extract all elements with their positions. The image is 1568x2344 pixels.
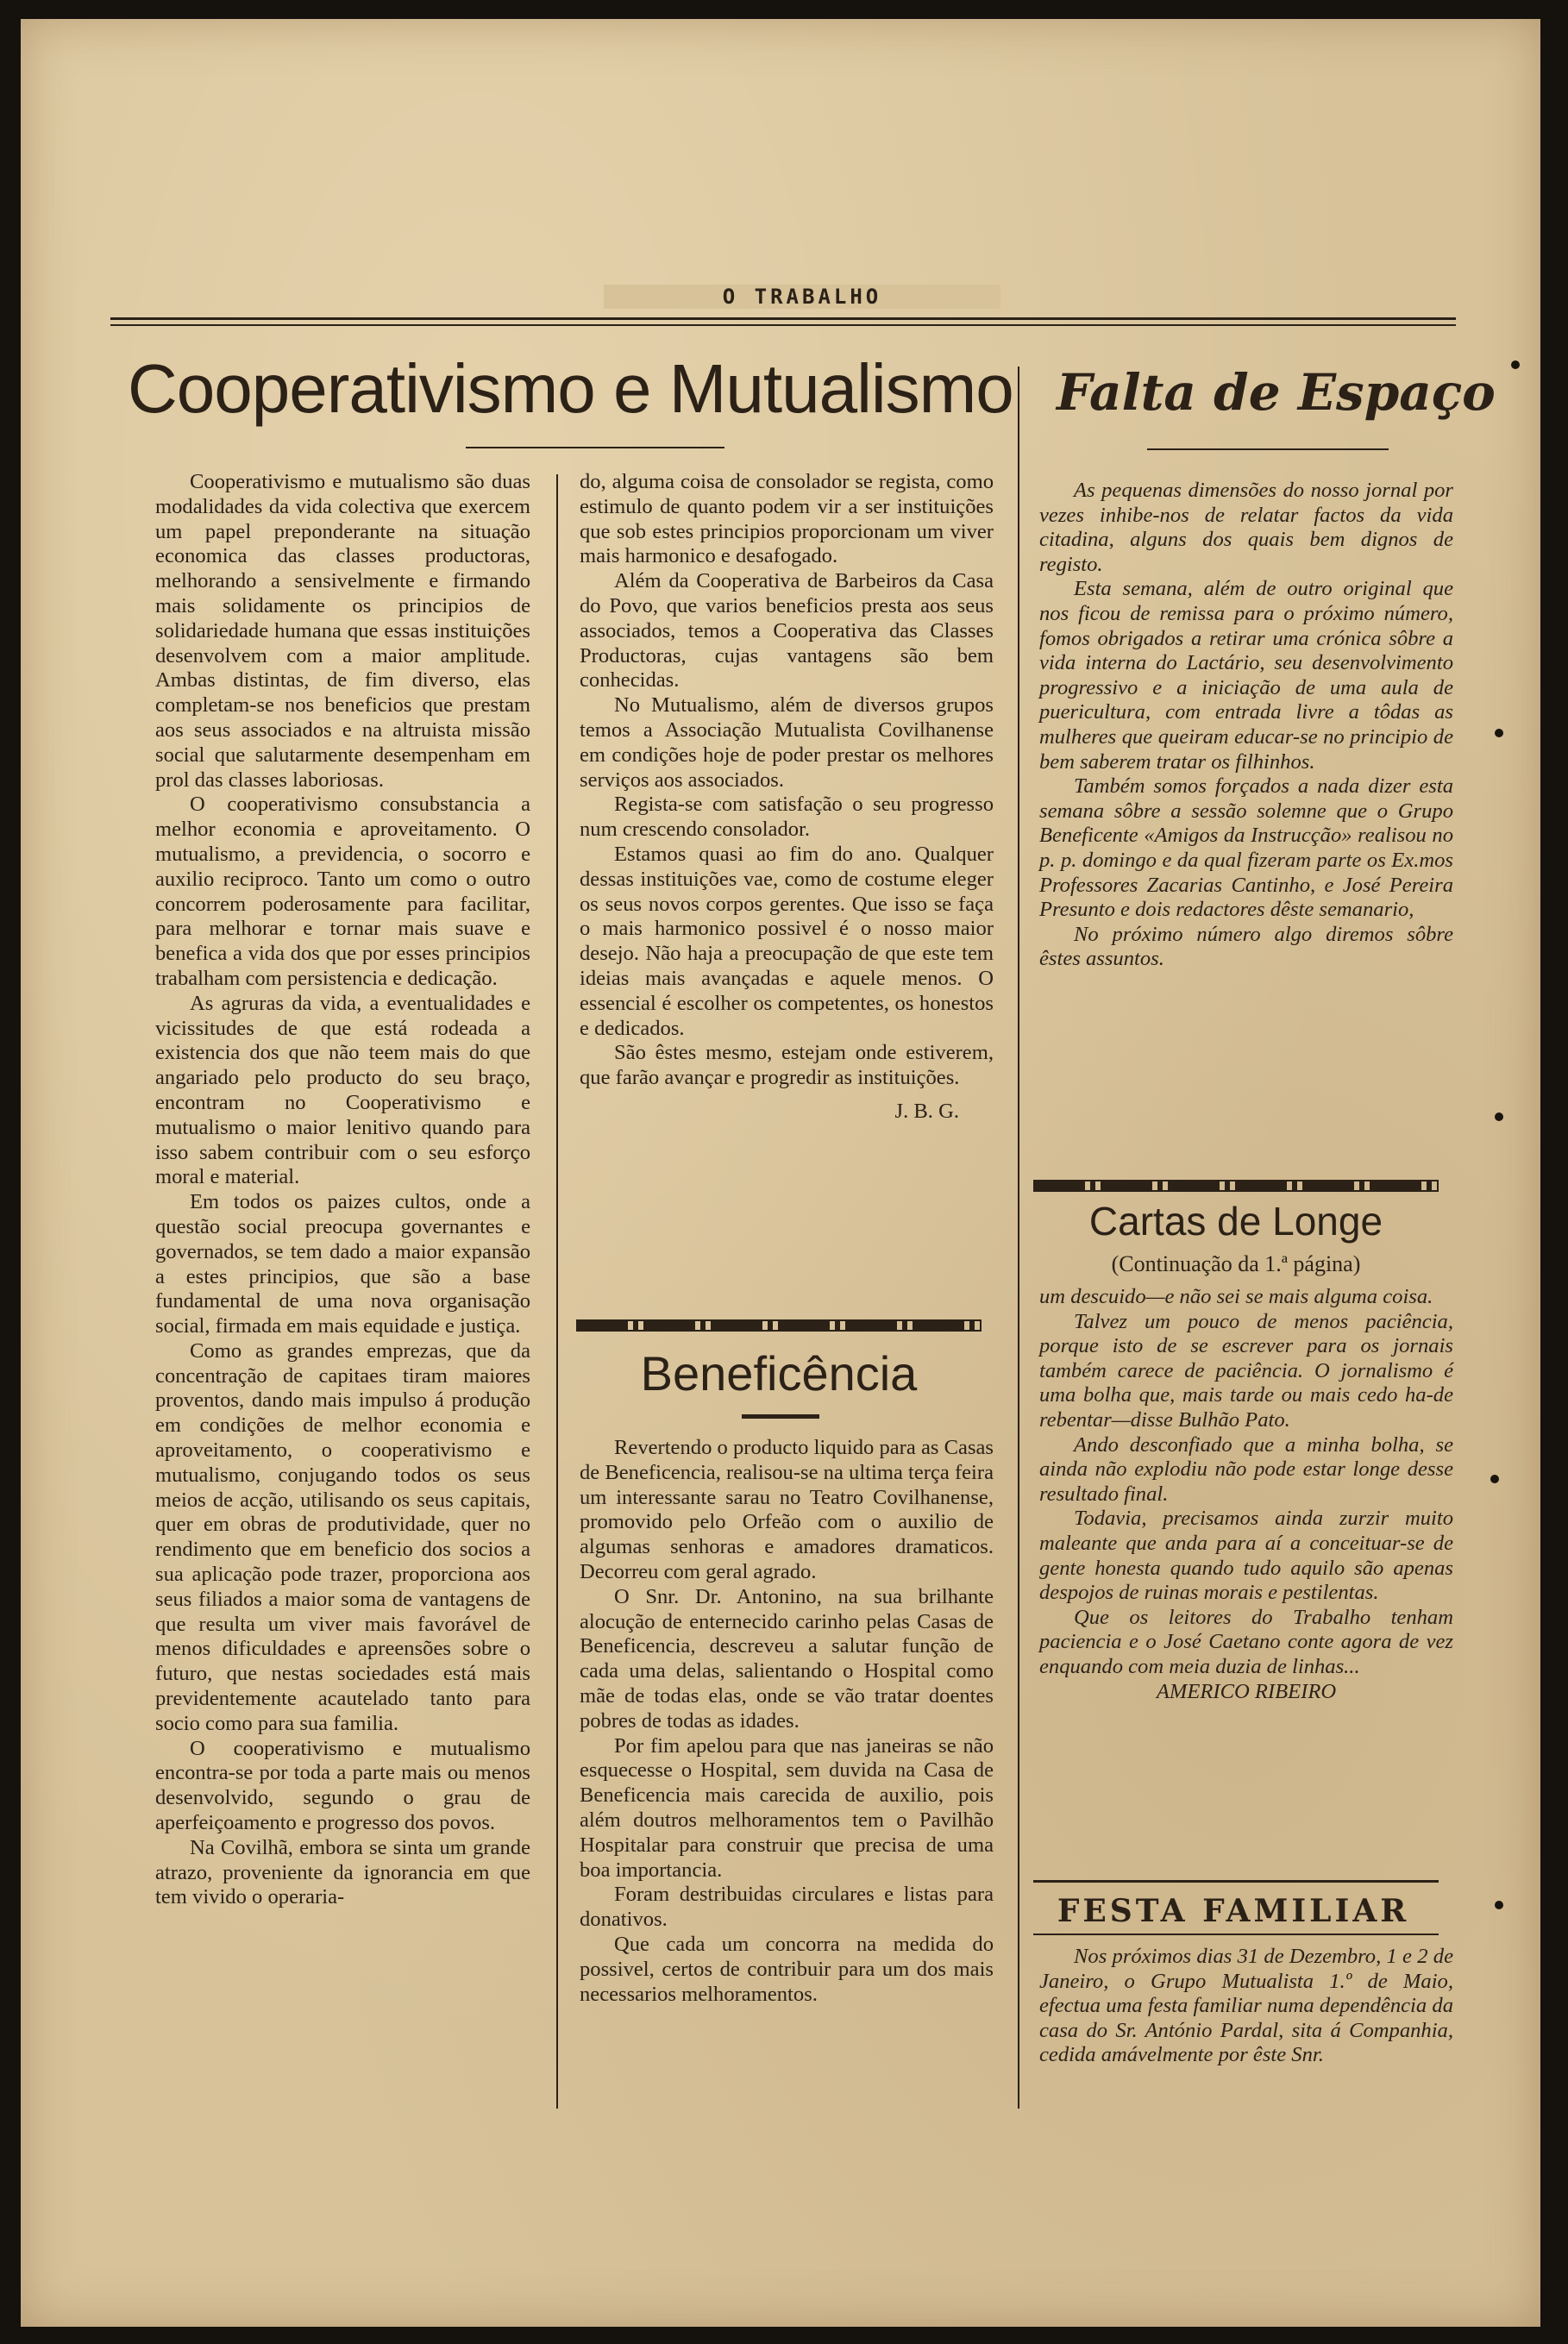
paragraph: Que os leitores do Trabalho tenham paciencia e o José Caetano conte agora de vez enquando com meia duzia de linhas... <box>1039 1605 1453 1678</box>
section-rule <box>1033 1933 1439 1935</box>
article-cooperativismo-col1 <box>155 470 530 1910</box>
masthead: O TRABALHO <box>604 285 1000 309</box>
article-title-cooperativismo: Cooperativismo e Mutualismo <box>128 350 1013 427</box>
ornament-divider <box>1033 1180 1439 1192</box>
paragraph: Estamos quasi ao fim do ano. Qualquer dessas instituições vae, como de costume eleger os seus novos corpos gerentes. Que isso se faça o mais harmonico possivel é o nosso maior desejo. Não haja a preocupação de que este tem ideias mais avançadas e aquele menos. O essencial é escolher os competentes, os honestos e dedicados. <box>580 842 994 1040</box>
punch-hole <box>1495 729 1503 737</box>
header-rule-top <box>110 317 1456 320</box>
article-beneficencia-body <box>580 1436 994 2007</box>
column-separator <box>556 474 558 2109</box>
paragraph: Que cada um concorra na medida do possivel, certos de contribuir para um dos mais necessarios melhoramentos. <box>580 1932 994 2006</box>
punch-hole <box>1490 1475 1499 1483</box>
article-signature: J. B. G. <box>894 1099 959 1123</box>
paragraph: Todavia, precisamos ainda zurzir muito maleante que anda para aí a conceituar-se de gente honesta quando tudo aquilo são apenas despojos de ruinas morais e pestilentas. <box>1039 1507 1453 1605</box>
article-title-falta-de-espaco: Falta de Espaço <box>1057 363 1496 422</box>
article-falta-de-espaco-body <box>1039 479 1453 972</box>
title-underline <box>1147 448 1389 450</box>
paragraph: do, alguma coisa de consolador se regista, como estimulo de quanto podem vir a ser instituições que sob estes principios proporcionam um viver mais harmonico e desafogado. <box>580 470 994 568</box>
article-signature: AMERICO RIBEIRO <box>1156 1679 1337 1703</box>
header-rule-bottom <box>110 324 1456 326</box>
paragraph: Regista-se com satisfação o seu progresso num crescendo consolador. <box>580 793 994 842</box>
paragraph: São êstes mesmo, estejam onde estiverem, que farão avançar e progredir as instituições. <box>580 1041 994 1090</box>
paragraph: Revertendo o producto liquido para as Casas de Beneficencia, realisou-se na ultima terça feira um interessante sarau no Teatro Covilhanense, promovido pelo Orfeão com o auxilio de algumas senhoras e amadores dramaticos. Decorreu com geral agrado. <box>580 1436 994 1583</box>
paragraph: Nos próximos dias 31 de Dezembro, 1 e 2 de Janeiro, o Grupo Mutualista 1.º de Maio, efectua uma festa familiar numa dependência da casa do Sr. António Pardal, sita á Companhia, cedida amávelmente por êste Snr. <box>1039 1945 1453 2067</box>
paragraph: O cooperativismo e mutualismo encontra-se por toda a parte mais ou menos desenvolvido, segundo o grau de aperfeiçoamento e progresso dos povos. <box>155 1736 530 1835</box>
paragraph: As agruras da vida, a eventualidades e vicissitudes de que está rodeada a existencia dos que não teem mais do que angariado pelo producto do seu braço, encontram no Cooperativismo e mutualismo o maior lenitivo quando para isso sabem contribuir com o seu esforço moral e material. <box>155 991 530 1189</box>
ornament-divider <box>576 1319 982 1332</box>
paragraph: As pequenas dimensões do nosso jornal por vezes inhibe-nos de relatar factos da vida citadina, alguns dos quais bem dignos de registo. <box>1039 479 1453 576</box>
section-rule <box>1033 1880 1439 1883</box>
article-subtitle: (Continuação da 1.ª página) <box>1111 1251 1361 1276</box>
paragraph: Ando desconfiado que a minha bolha, se ainda não explodiu não pode estar longe desse resultado final. <box>1039 1432 1453 1506</box>
paragraph: Esta semana, além de outro original que nos ficou de remissa para o próximo número, fomos obrigados a retirar uma crónica sôbre a vida interna do Lactário, seu desenvolvimento progressivo e a iniciação de uma aula de puericultura, com entrada livre a tôdas as mulheres que queiram educar-se no principio de bem saberem tratar os filhinhos. <box>1039 577 1453 774</box>
paragraph: No próximo número algo diremos sôbre êstes assuntos. <box>1039 922 1453 971</box>
paragraph: Talvez um pouco de menos paciência, porque isto de se escrever para os jornais também carece de paciência. O jornalismo é uma bolha que, mais tarde ou mais cedo ha-de rebentar—disse Bulhão Pato. <box>1039 1309 1453 1432</box>
punch-hole <box>1495 1112 1503 1121</box>
paragraph: No Mutualismo, além de diversos grupos temos a Associação Mutualista Covilhanense em condições hoje de poder prestar os melhores serviços aos associados. <box>580 693 994 792</box>
article-title-beneficencia: Beneficência <box>640 1346 918 1401</box>
paragraph: Como as grandes emprezas, que da concentração de capitaes tiram maiores proventos, dando mais impulso á produção em condições de melhor economia e aproveitamento, o cooperativismo e mutualismo, conjugando todos os seus meios de acção, utilisando os seus capitais, quer em obras de produtividade, quer no rendimento que em beneficio dos socios a sua aplicação pode trazer, proporciona aos seus filiados a maior soma de vantagens de que resulta um viver mais favorável de menos dificuldades e apreensões sobre o futuro, que nestas sociedades está mais previdentemente acautelado tanto para socio como para sua familia. <box>155 1338 530 1735</box>
article-title-festa-familiar: FESTA FAMILIAR <box>1057 1893 1410 1929</box>
article-title-cartas-de-longe: Cartas de Longe <box>1088 1199 1383 1244</box>
title-underline <box>466 447 724 448</box>
article-festa-familiar-body <box>1039 1945 1453 2068</box>
paragraph: O cooperativismo consubstancia a melhor economia e aproveitamento. O mutualismo, a previdencia, o socorro e auxilio reciproco. Tanto um como o outro concorrem poderosamente para facilitar, para melhorar e tornar mais suave e benefica a vida dos que por esses principios trabalham com persistencia e dedicação. <box>155 793 530 990</box>
column-separator <box>1018 367 1019 2109</box>
article-cooperativismo-col2 <box>580 470 994 1125</box>
title-underline <box>742 1414 819 1419</box>
punch-hole <box>1511 360 1520 369</box>
paragraph: Na Covilhã, embora se sinta um grande atrazo, proveniente da ignorancia em que tem vivido o operaria- <box>155 1835 530 1909</box>
paragraph: Por fim apelou para que nas janeiras se não esquecesse o Hospital, sem duvida na Casa de Beneficencia mais carecida de auxilio, pois além doutros melhoramentos tem o Pavilhão Hospitalar para construir que precisa de uma boa importancia. <box>580 1733 994 1882</box>
paragraph: O Snr. Dr. Antonino, na sua brilhante alocução de enternecido carinho pelas Casas de Beneficencia, descreveu a salutar função de cada uma delas, salientando o Hospital como mãe de todas elas, onde se vão tratar doentes pobres de todas as idades. <box>580 1584 994 1733</box>
paragraph: Também somos forçados a nada dizer esta semana sôbre a sessão solemne que o Grupo Beneficente «Amigos da Instrucção» realisou no p. p. domingo e da qual fizeram parte os Ex.mos Professores Zacarias Cantinho, e José Pereira Presunto e dois redactores dêste semanario, <box>1039 774 1453 922</box>
paragraph: Foram destribuidas circulares e listas para donativos. <box>580 1883 994 1932</box>
article-cartas-de-longe-body <box>1039 1285 1453 1704</box>
paragraph: Cooperativismo e mutualismo são duas modalidades da vida colectiva que exercem um papel preponderante na situação economica das classes productoras, melhorando a sensivelmente e firmando mais solidamente os principios de solidariedade humana que essas instituições desenvolvem com a maior amplitude. Ambas distintas, de fim diverso, elas completam-se nos beneficios que prestam aos seus associados e na altruista missão social que salutarmente desempenham em prol das classes laboriosas. <box>155 470 530 792</box>
punch-hole <box>1495 1901 1503 1909</box>
paragraph: Em todos os paizes cultos, onde a questão social preocupa governantes e governados, se tem dado a maior expansão a estes principios, que são a base fundamental de uma nova organisação social, firmada em mais equidade e justiça. <box>155 1190 530 1338</box>
paragraph: um descuido—e não sei se mais alguma coisa. <box>1039 1285 1433 1308</box>
paragraph: Além da Cooperativa de Barbeiros da Casa do Povo, que varios beneficios presta aos seus associados, temos a Cooperativa das Classes Productoras, cujas vantagens são bem conhecidas. <box>580 569 994 693</box>
